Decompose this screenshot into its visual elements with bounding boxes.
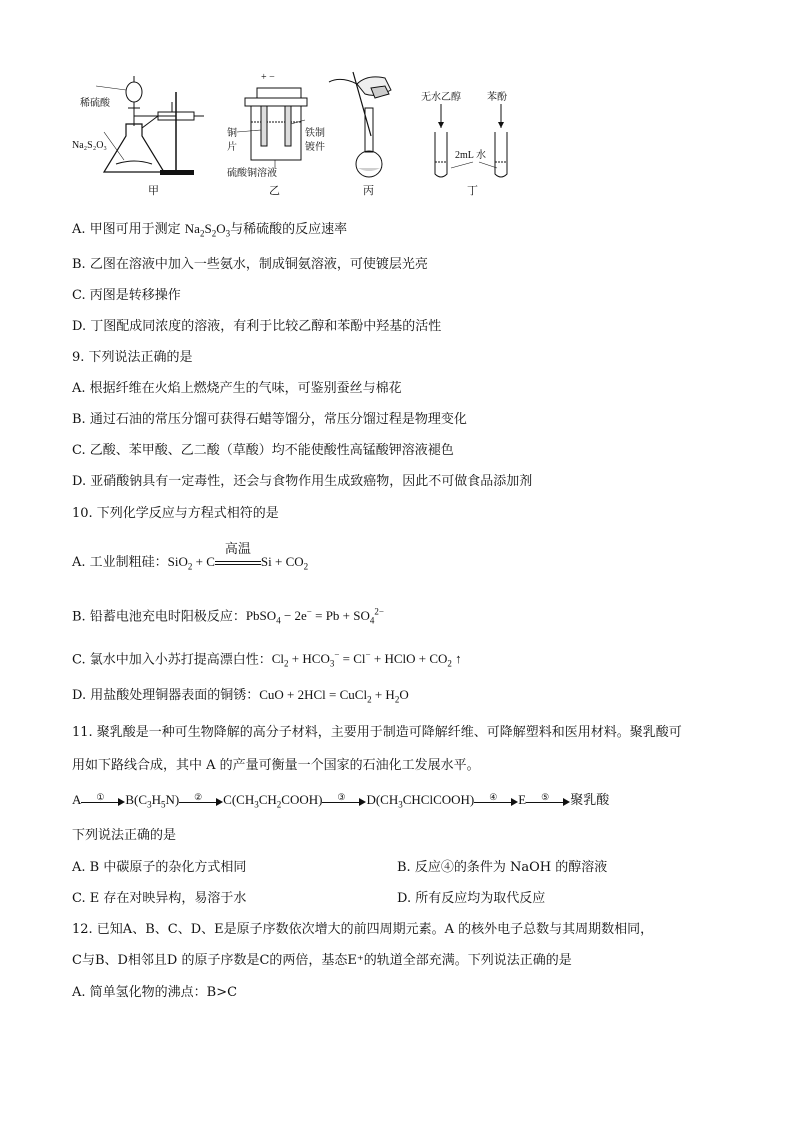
figure-yi — [207, 64, 327, 200]
q12-stem-line-1: 12. 已知A、B、C、D、E是原子序数依次增大的前四周期元素。A 的核外电子总数与其周期数相同， — [72, 922, 654, 937]
q8-option-a: A. 甲图可用于测定 $Na_2S_2O_3$与稀硫酸的反应速率 — [72, 221, 348, 239]
reaction-arrow-3: ③ — [322, 794, 366, 808]
apparatus-figures — [72, 64, 532, 200]
figure-jia-caption: 甲 — [148, 184, 159, 197]
q10-equation-d: CuO + 2HCl = CuCl$_2$ + $H_2O$ — [259, 687, 409, 705]
q10-option-a: A. 工业制粗硅：SiO$_2$ + C 高温 $Si + CO_2$ — [72, 541, 309, 572]
figure-jia — [72, 64, 212, 200]
q10-option-d: D. 用盐酸处理铜器表面的铜锈：CuO + 2HCl = CuCl$_2$ + $H_2O$ — [72, 687, 409, 705]
q8-option-b: B. 乙图在溶液中加入一些氨水，制成铜氨溶液，可使镀层光亮 — [72, 257, 428, 272]
q11-option-b: B. 反应④的条件为 NaOH 的醇溶液 — [397, 860, 608, 875]
figure-bing-drawing — [327, 64, 412, 184]
label-iron-part-2: 镀件 — [305, 142, 325, 153]
figure-ding-caption: 丁 — [467, 184, 478, 197]
q11-option-a: A. B 中碳原子的杂化方式相同 — [72, 860, 247, 875]
reaction-arrow-5: ⑤ — [526, 794, 570, 808]
reaction-arrow-1: ① — [81, 794, 125, 808]
q11-option-c: C. E 存在对映异构，易溶于水 — [72, 891, 247, 906]
reaction-arrow-4: ④ — [474, 794, 518, 808]
figure-bing — [327, 64, 412, 200]
figure-ding-drawing — [417, 64, 527, 184]
q10-equation-c: $Cl_2 + HCO_3^- = Cl^-$ + HClO + $CO_2$ ↑ — [271, 650, 462, 669]
figure-ding — [417, 64, 527, 200]
label-phenol: 苯酚 — [487, 92, 507, 103]
q8-option-d: D. 丁图配成同浓度的溶液，有利于比较乙醇和苯酚中羟基的活性 — [72, 319, 442, 334]
label-2ml-water: 2mL 水 — [455, 150, 487, 161]
label-dilute-sulfuric-acid: 稀硫酸 — [80, 98, 110, 109]
q9-option-c: C. 乙酸、苯甲酸、乙二酸（草酸）均不能使酸性高锰酸钾溶液褪色 — [72, 443, 454, 458]
q8-formula-na2s2o3: $Na_2S_2O_3$ — [184, 221, 231, 239]
q11-question: 下列说法正确的是 — [72, 828, 177, 843]
reaction-arrow-2: ② — [179, 794, 223, 808]
q8-option-c: C. 丙图是转移操作 — [72, 288, 181, 303]
q9-option-b: B. 通过石油的常压分馏可获得石蜡等馏分，常压分馏过程是物理变化 — [72, 412, 467, 427]
label-copper-1: 铜 — [227, 128, 237, 139]
q12-stem-line-2: C与B、D相邻且D 的原子序数是C的两倍，基态E⁺的轨道全部充满。下列说法正确的是 — [72, 953, 572, 968]
q10-option-c: C. 氯水中加入小苏打提高漂白性：$Cl_2 + HCO_3^- = Cl^-$ + HClO + $CO_2$ ↑ — [72, 650, 462, 669]
label-iron-part-1: 铁制 — [305, 128, 325, 139]
q11-synthesis-route: A ① $B(C_3H_5N)$ ② $C(CH_3CH_2COOH)$ ③ $D(CH_3CHClCOOH)$ ④ E ⑤ 聚乳酸 — [72, 792, 610, 810]
final-product: 聚乳酸 — [570, 792, 610, 807]
label-copper-2: 片 — [227, 142, 237, 153]
label-anhydrous-ethanol: 无水乙醇 — [421, 92, 461, 103]
q9-stem: 9. 下列说法正确的是 — [72, 350, 193, 365]
figure-jia-drawing — [72, 64, 212, 184]
label-power-terminals: + − — [261, 72, 275, 83]
q9-option-a: A. 根据纤维在火焰上燃烧产生的气味，可鉴别蚕丝与棉花 — [72, 381, 402, 396]
figure-yi-caption: 乙 — [269, 184, 280, 197]
q10-option-b: B. 铅蓄电池充电时阳极反应：PbSO$_4$ − $2e^- = Pb + SO_4^{2-}$ — [72, 607, 384, 626]
q11-stem-line-2: 用如下路线合成，其中 A 的产量可衡量一个国家的石油化工发展水平。 — [72, 758, 480, 773]
label-sodium-thiosulfate: Na₂S₂O₃ — [72, 140, 107, 151]
q12-option-a: A. 简单氢化物的沸点：B>C — [72, 985, 238, 1000]
figure-bing-caption: 丙 — [363, 184, 374, 197]
q9-option-d: D. 亚硝酸钠具有一定毒性，还会与食物作用生成致癌物，因此不可做食品添加剂 — [72, 474, 533, 489]
q10-equation-b: PbSO$_4$ − $2e^- = Pb + SO_4^{2-}$ — [245, 607, 384, 626]
q11-option-d: D. 所有反应均为取代反应 — [397, 891, 546, 906]
high-temperature-condition: 高温 — [215, 556, 261, 570]
q10-equation-a: SiO$_2$ + C 高温 $Si + CO_2$ — [167, 541, 309, 572]
q11-stem-line-1: 11. 聚乳酸是一种可生物降解的高分子材料，主要用于制造可降解纤维、可降解塑料和医用材料。聚乳酸可 — [72, 725, 682, 740]
label-copper-sulfate-solution: 硫酸铜溶液 — [227, 168, 277, 179]
q10-stem: 10. 下列化学反应与方程式相符的是 — [72, 506, 279, 521]
